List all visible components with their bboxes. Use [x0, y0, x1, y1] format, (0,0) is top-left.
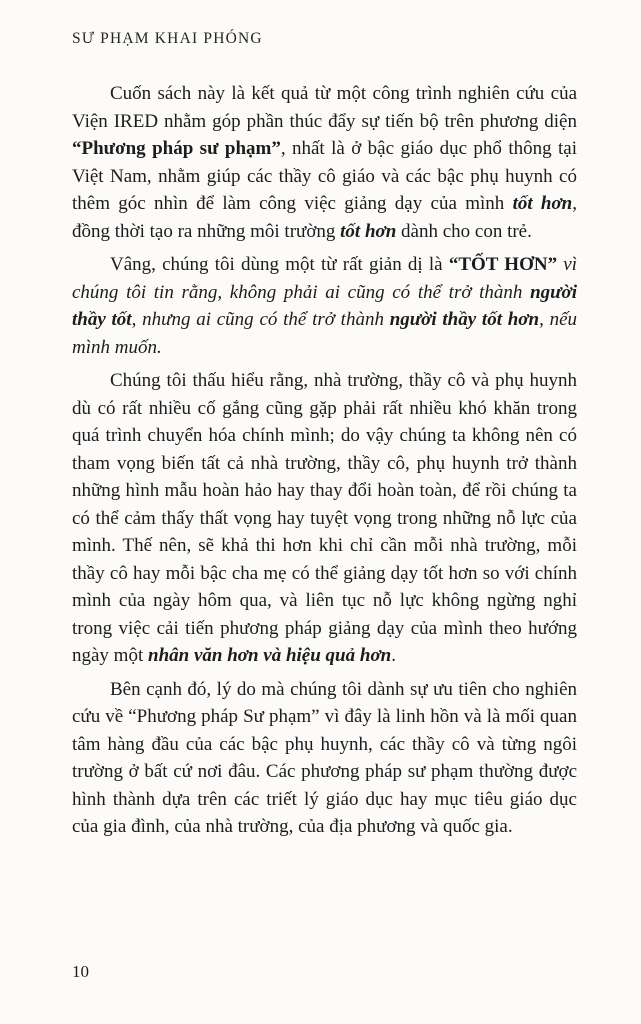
text-segment: Vâng, chúng tôi dùng một từ rất giản dị là — [110, 254, 449, 275]
text-segment: , nhưng ai cũng có thể trở thành — [131, 309, 390, 330]
text-segment: người thầy tốt — [72, 281, 577, 330]
text-segment: vì chúng tôi tin rằng, không phải ai cũng có thể trở thành — [72, 254, 577, 303]
text-segment: Chúng tôi thấu hiểu rằng, nhà trường, thầy cô và phụ huynh dù có rất nhiều cố gắng cũng gặp phải rất nhiều khó khăn trong quá trình chuyển hóa chính mình; do vậy chúng ta không nên có tham vọng biến tất cả nhà trường, thầy cô, phụ huynh trở thành những hình mẫu hoàn hảo hay thay đổi hoàn toàn, để rồi chúng ta có thể cảm thấy thất vọng hay tuyệt vọng trong những nỗ lực của mình. Thế nên, sẽ khả thi hơn khi chỉ cần mỗi nhà trường, mỗi thầy cô hay mỗi bậc cha mẹ có thể giảng dạy tốt hơn so với chính mình của ngày hôm qua, và liên tục nỗ lực không ngừng nghỉ trong việc cải tiến phương pháp giảng dạy của mình theo hướng ngày một — [72, 370, 577, 666]
running-header: SƯ PHẠM KHAI PHÓNG — [72, 30, 263, 47]
paragraph-1 — [72, 80, 577, 245]
text-segment: tốt hơn — [340, 220, 397, 242]
text-segment: tốt hơn — [512, 193, 573, 214]
paragraph-4 — [72, 676, 577, 841]
text-segment: , nhất là ở bậc giáo dục phổ thông tại Việt Nam, nhằm giúp các thầy cô giáo và các bậc phụ huynh có thêm góc nhìn để làm công việc giảng dạy của mình — [72, 138, 577, 214]
text-segment: . — [391, 645, 396, 666]
paragraph-2 — [72, 251, 577, 361]
text-segment: , nếu mình muốn. — [72, 309, 578, 358]
text-segment: “TỐT HƠN” — [448, 254, 558, 275]
paragraph-3 — [72, 367, 577, 670]
text-segment: “Phương pháp sư phạm” — [72, 138, 281, 159]
text-segment: dành cho con trẻ. — [396, 220, 532, 242]
page-body — [72, 80, 577, 841]
text-segment: Bên cạnh đó, lý do mà chúng tôi dành sự ưu tiên cho nghiên cứu về “Phương pháp Sư phạm” vì đây là linh hồn và là mối quan tâm hàng đầu của các bậc phụ huynh, các thầy cô và từng ngôi trường ở bất cứ nơi đâu. Các phương pháp sư phạm thường được hình thành dựa trên các triết lý giáo dục hay mục tiêu giáo dục của gia đình, của nhà trường, của địa phương và quốc gia. — [72, 678, 577, 837]
text-segment: , đồng thời tạo ra những môi trường — [72, 193, 577, 242]
text-segment: người thầy tốt hơn — [389, 309, 540, 330]
page-number: 10 — [72, 962, 89, 981]
text-segment: nhân văn hơn và hiệu quả hơn — [148, 645, 392, 666]
text-segment: Cuốn sách này là kết quả từ một công trình nghiên cứu của Viện IRED nhằm góp phần thúc đẩy sự tiến bộ trên phương diện — [72, 83, 577, 132]
